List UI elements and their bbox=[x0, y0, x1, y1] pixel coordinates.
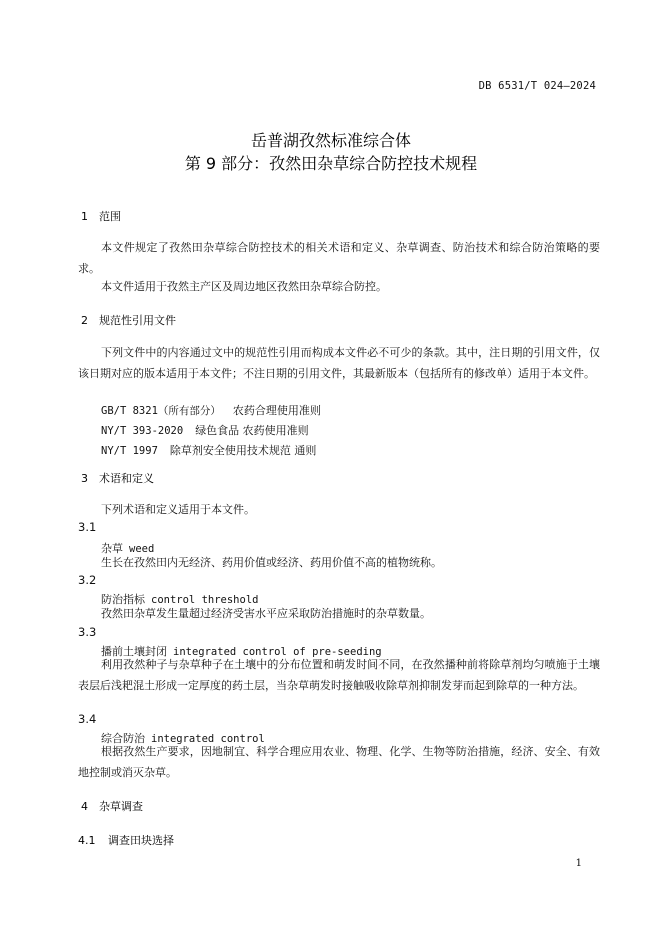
paragraph: 下列文件中的内容通过文中的规范性引用而构成本文件必不可少的条款。其中，注日期的引用文件，仅该日期对应的版本适用于本文件；不注日期的引用文件，其最新版本（包括所有的修改单）适用于本文件。 bbox=[78, 346, 600, 380]
term-number: 3.2 bbox=[78, 573, 97, 587]
paragraph: 下列术语和定义适用于本文件。 bbox=[101, 503, 255, 516]
term-definition: 生长在孜然田内无经济、药用价值或经济、药用价值不高的植物统称。 bbox=[101, 556, 442, 569]
section-title: 杂草调查 bbox=[99, 800, 143, 813]
term-number: 3.3 bbox=[78, 625, 97, 639]
section-number: 3 bbox=[81, 472, 88, 485]
section-title: 范围 bbox=[99, 210, 121, 223]
reference-code: NY/T 393-2020 bbox=[101, 425, 184, 437]
term-cn: 防治指标 bbox=[101, 593, 145, 606]
paragraph: 本文件适用于孜然主产区及周边地区孜然田杂草综合防控。 bbox=[101, 280, 387, 293]
term-cn: 综合防治 bbox=[101, 732, 145, 745]
page-number: 1 bbox=[575, 858, 582, 869]
section-number: 4 bbox=[81, 800, 88, 813]
paragraph: 本文件规定了孜然田杂草综合防控技术的相关术语和定义、杂草调查、防治技术和综合防治策略的要求。 bbox=[78, 241, 600, 275]
section-title: 术语和定义 bbox=[99, 472, 154, 485]
subsection-heading-plot-selection bbox=[78, 832, 174, 848]
reference-title: 农药合理使用准则 bbox=[232, 404, 321, 417]
term-definition: 根据孜然生产要求，因地制宜、科学合理应用农业、物理、化学、生物等防治措施，经济、安全、有效地控制或消灭杂草。 bbox=[78, 745, 600, 779]
reference-item bbox=[101, 402, 321, 418]
reference-item bbox=[101, 442, 316, 458]
term-number: 3.4 bbox=[78, 712, 97, 726]
term-en: integrated control of pre-seeding bbox=[173, 646, 382, 658]
section-number: 1 bbox=[81, 210, 88, 223]
term-number: 3.1 bbox=[78, 520, 97, 534]
term-definition: 孜然田杂草发生量超过经济受害水平应采取防治措施时的杂草数量。 bbox=[101, 607, 431, 620]
subsection-number: 4.1 bbox=[78, 834, 96, 847]
reference-title: 绿色食品 农药使用准则 bbox=[195, 424, 309, 437]
document-number: DB 6531/T 024—2024 bbox=[478, 80, 596, 92]
document-title: 岳普湖孜然标准综合体 bbox=[250, 131, 411, 150]
section-heading-scope bbox=[81, 208, 121, 224]
document-subtitle: 第 9 部分：孜然田杂草综合防控技术规程 bbox=[184, 154, 478, 173]
term-en: weed bbox=[129, 543, 155, 555]
reference-code: GB/T 8321（所有部分） bbox=[101, 405, 221, 417]
section-heading-normative-references bbox=[81, 312, 176, 328]
term-cn: 杂草 bbox=[101, 542, 123, 555]
term-definition: 利用孜然种子与杂草种子在土壤中的分布位置和萌发时间不同，在孜然播种前将除草剂均匀喷施于土壤表层后浅耙混土形成一定厚度的药土层，当杂草萌发时接触吸收除草剂抑制发芽而起到除草的一种方法。 bbox=[78, 658, 600, 692]
reference-code: NY/T 1997 bbox=[101, 445, 158, 457]
term-en: control threshold bbox=[151, 594, 259, 606]
subsection-title: 调查田块选择 bbox=[108, 834, 174, 847]
section-title: 规范性引用文件 bbox=[99, 314, 176, 327]
section-number: 2 bbox=[81, 314, 88, 327]
section-heading-weed-survey bbox=[81, 798, 143, 814]
reference-item bbox=[101, 422, 309, 438]
reference-title: 除草剂安全使用技术规范 通则 bbox=[169, 444, 317, 457]
term-en: integrated control bbox=[151, 733, 265, 745]
section-heading-terms-definitions bbox=[81, 470, 154, 486]
term-cn: 播前土壤封闭 bbox=[101, 645, 167, 658]
